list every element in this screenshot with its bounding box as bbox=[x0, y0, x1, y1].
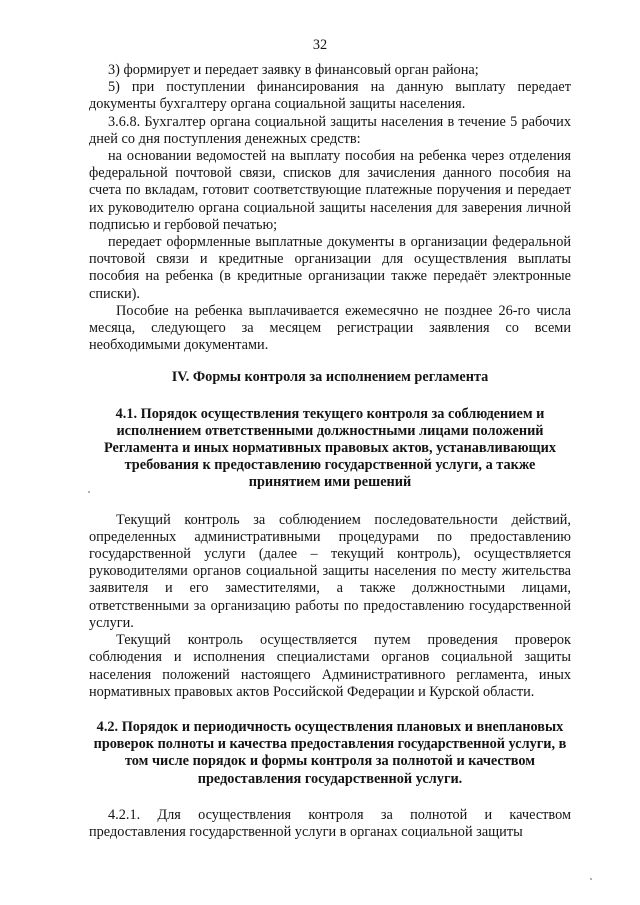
spacer bbox=[89, 387, 571, 406]
paragraph-4: на основании ведомостей на выплату пособия на ребенка через отделения федеральной почтовой связи, списков для зачисления данного пособия на счета по вкладам, готовит соответствующие платежные поручения и передает их руководителю органа социальной защиты населения для заверения личной подписью и гербовой печатью; bbox=[89, 148, 571, 233]
scan-speck bbox=[88, 491, 90, 493]
paragraph-1: 3) формирует и передает заявку в финансовый орган района; bbox=[108, 62, 479, 78]
paragraph-9: 4.2.1. Для осуществления контроля за полнотой и качеством предоставления государственной услуги в органах социальной защиты bbox=[89, 806, 571, 840]
spacer bbox=[89, 492, 571, 512]
subsection-heading-4-2: 4.2. Порядок и периодичность осуществления плановых и внеплановых проверок полноты и качества предоставления государственной услуги, в том числе порядок и формы контроля за полнотой и качеством предоставления государственной услуги. bbox=[93, 718, 567, 787]
paragraph-3: 3.6.8. Бухгалтер органа социальной защиты населения в течение 5 рабочих дней со дня поступления денежных средств: bbox=[89, 113, 571, 147]
scan-speck bbox=[590, 878, 592, 880]
paragraph-2: 5) при поступлении финансирования на данную выплату передает документы бухгалтеру органа социальной защиты населения. bbox=[89, 79, 571, 113]
paragraph-6: Пособие на ребенка выплачивается ежемесячно не позднее 26-го числа месяца, следующего за месяцем регистрации заявления со всеми необходимыми документами. bbox=[89, 302, 571, 354]
section-heading: IV. Формы контроля за исполнением регламента bbox=[171, 369, 489, 386]
paragraph-7: Текущий контроль за соблюдением последовательности действий, определенных административными процедурами по предоставлению государственной услуги (далее – текущий контроль), осуществляется руководителями органов социальной защиты населения по месту жительства заявителя и его заместителями, а также должностными лицами, ответственными за организацию работы по предоставлению государственной услуги. bbox=[89, 511, 571, 631]
subsection-heading-4-1: 4.1. Порядок осуществления текущего контроля за соблюдением и исполнением ответственными должностными лицами положений Регламента и иных нормативных правовых актов, устанавливающих требования к предоставлению государственной услуги, а также принятием ими решений bbox=[104, 405, 556, 491]
document-body bbox=[89, 62, 571, 841]
paragraph-8: Текущий контроль осуществляется путем проведения проверок соблюдения и исполнения специалистами органов социальной защиты населения положений настоящего Административного регламента, иных нормативных правовых актов Российской Федерации и Курской области. bbox=[89, 632, 571, 700]
spacer bbox=[89, 354, 571, 369]
paragraph-5: передает оформленные выплатные документы в организации федеральной почтовой связи и кредитные организации для осуществления выплаты пособия на ребенка (в кредитные организации также передаёт электронные списки). bbox=[89, 234, 571, 302]
page-number: 32 bbox=[312, 37, 328, 53]
spacer bbox=[89, 701, 571, 719]
spacer bbox=[89, 788, 571, 807]
